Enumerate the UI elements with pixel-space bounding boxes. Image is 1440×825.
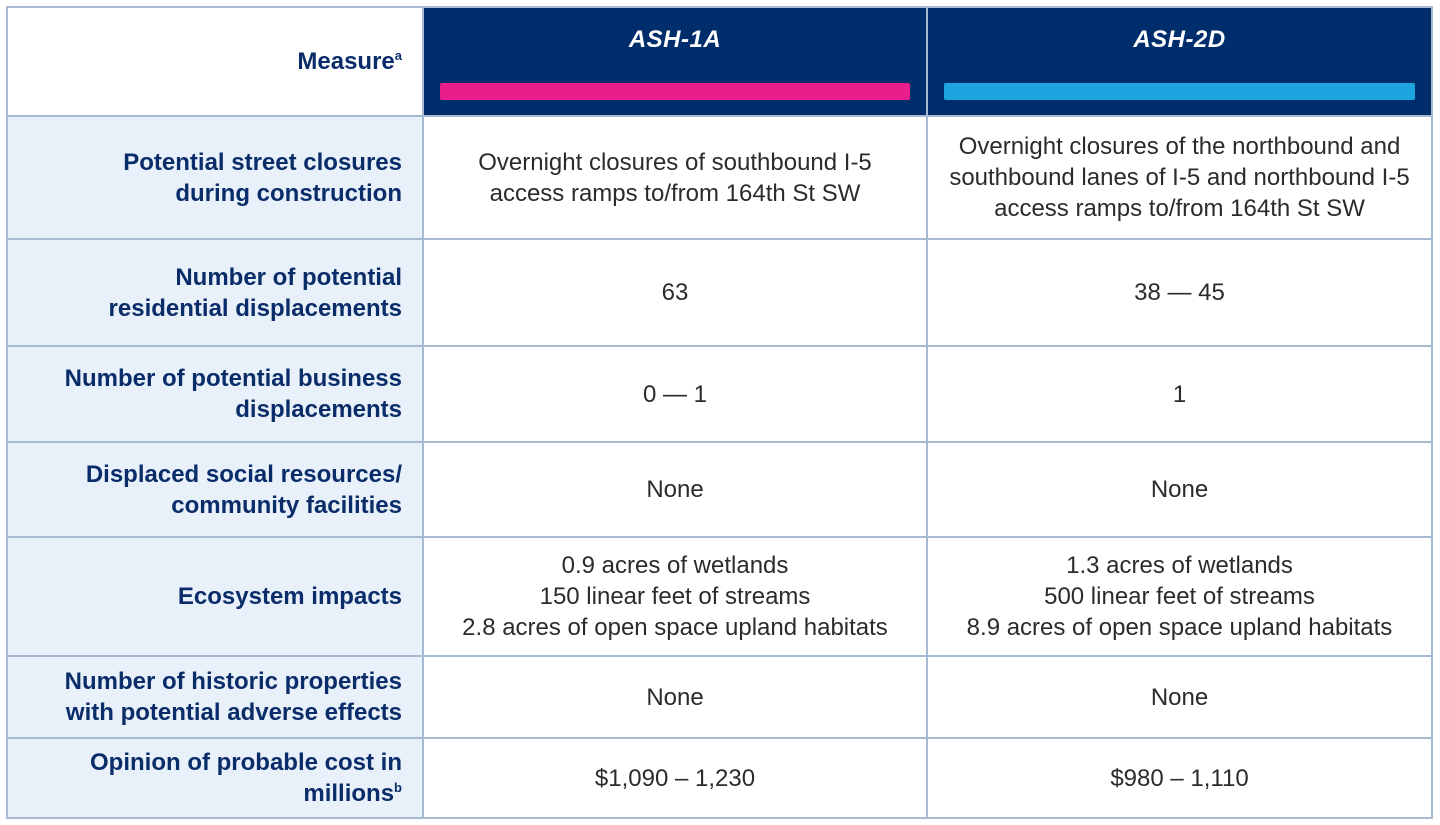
table-row bbox=[7, 239, 1432, 346]
cell-value: $980 – 1,110 bbox=[927, 738, 1432, 818]
alternative-name: ASH-2D bbox=[1133, 26, 1226, 53]
row-label: Number of potential residential displacements bbox=[7, 239, 423, 346]
measure-header bbox=[7, 7, 423, 116]
row-label: Number of historic properties with potential adverse effects bbox=[7, 656, 423, 738]
row-label-text: Opinion of probable cost in millions bbox=[90, 749, 402, 807]
row-label-footnote: b bbox=[394, 780, 402, 795]
comparison-table bbox=[6, 6, 1433, 819]
cell-value: None bbox=[927, 442, 1432, 537]
table-row bbox=[7, 116, 1432, 239]
cell-value: None bbox=[927, 656, 1432, 738]
header-row bbox=[7, 7, 1432, 116]
table-row bbox=[7, 537, 1432, 656]
alternative-header-ash-1a bbox=[423, 7, 927, 116]
table-row bbox=[7, 738, 1432, 818]
table-row bbox=[7, 656, 1432, 738]
cell-value: 1 bbox=[927, 346, 1432, 442]
cell-value: 1.3 acres of wetlands 500 linear feet of streams 8.9 acres of open space upland habitats bbox=[927, 537, 1432, 656]
table-row bbox=[7, 346, 1432, 442]
measure-footnote: a bbox=[394, 47, 402, 63]
cell-value: Overnight closures of southbound I-5 access ramps to/from 164th St SW bbox=[423, 116, 927, 239]
cell-value: None bbox=[423, 656, 927, 738]
cell-value: 0.9 acres of wetlands 150 linear feet of streams 2.8 acres of open space upland habitats bbox=[423, 537, 927, 656]
cell-value: 0 — 1 bbox=[423, 346, 927, 442]
cell-value: None bbox=[423, 442, 927, 537]
alternative-color-bar bbox=[944, 83, 1415, 100]
row-label: Number of potential business displacements bbox=[7, 346, 423, 442]
row-label: Ecosystem impacts bbox=[7, 537, 423, 656]
table-row bbox=[7, 442, 1432, 537]
row-label: Displaced social resources/ community facilities bbox=[7, 442, 423, 537]
alternative-color-bar bbox=[440, 83, 910, 100]
alternative-header-ash-2d bbox=[927, 7, 1432, 116]
cell-value: Overnight closures of the northbound and southbound lanes of I-5 and northbound I-5 access ramps to/from 164th St SW bbox=[927, 116, 1432, 239]
cell-value: 38 — 45 bbox=[927, 239, 1432, 346]
cell-value: $1,090 – 1,230 bbox=[423, 738, 927, 818]
row-label: Potential street closures during construction bbox=[7, 116, 423, 239]
row-label bbox=[7, 738, 423, 818]
measure-label: Measure bbox=[297, 47, 395, 75]
cell-value: 63 bbox=[423, 239, 927, 346]
alternative-name: ASH-1A bbox=[628, 26, 722, 53]
